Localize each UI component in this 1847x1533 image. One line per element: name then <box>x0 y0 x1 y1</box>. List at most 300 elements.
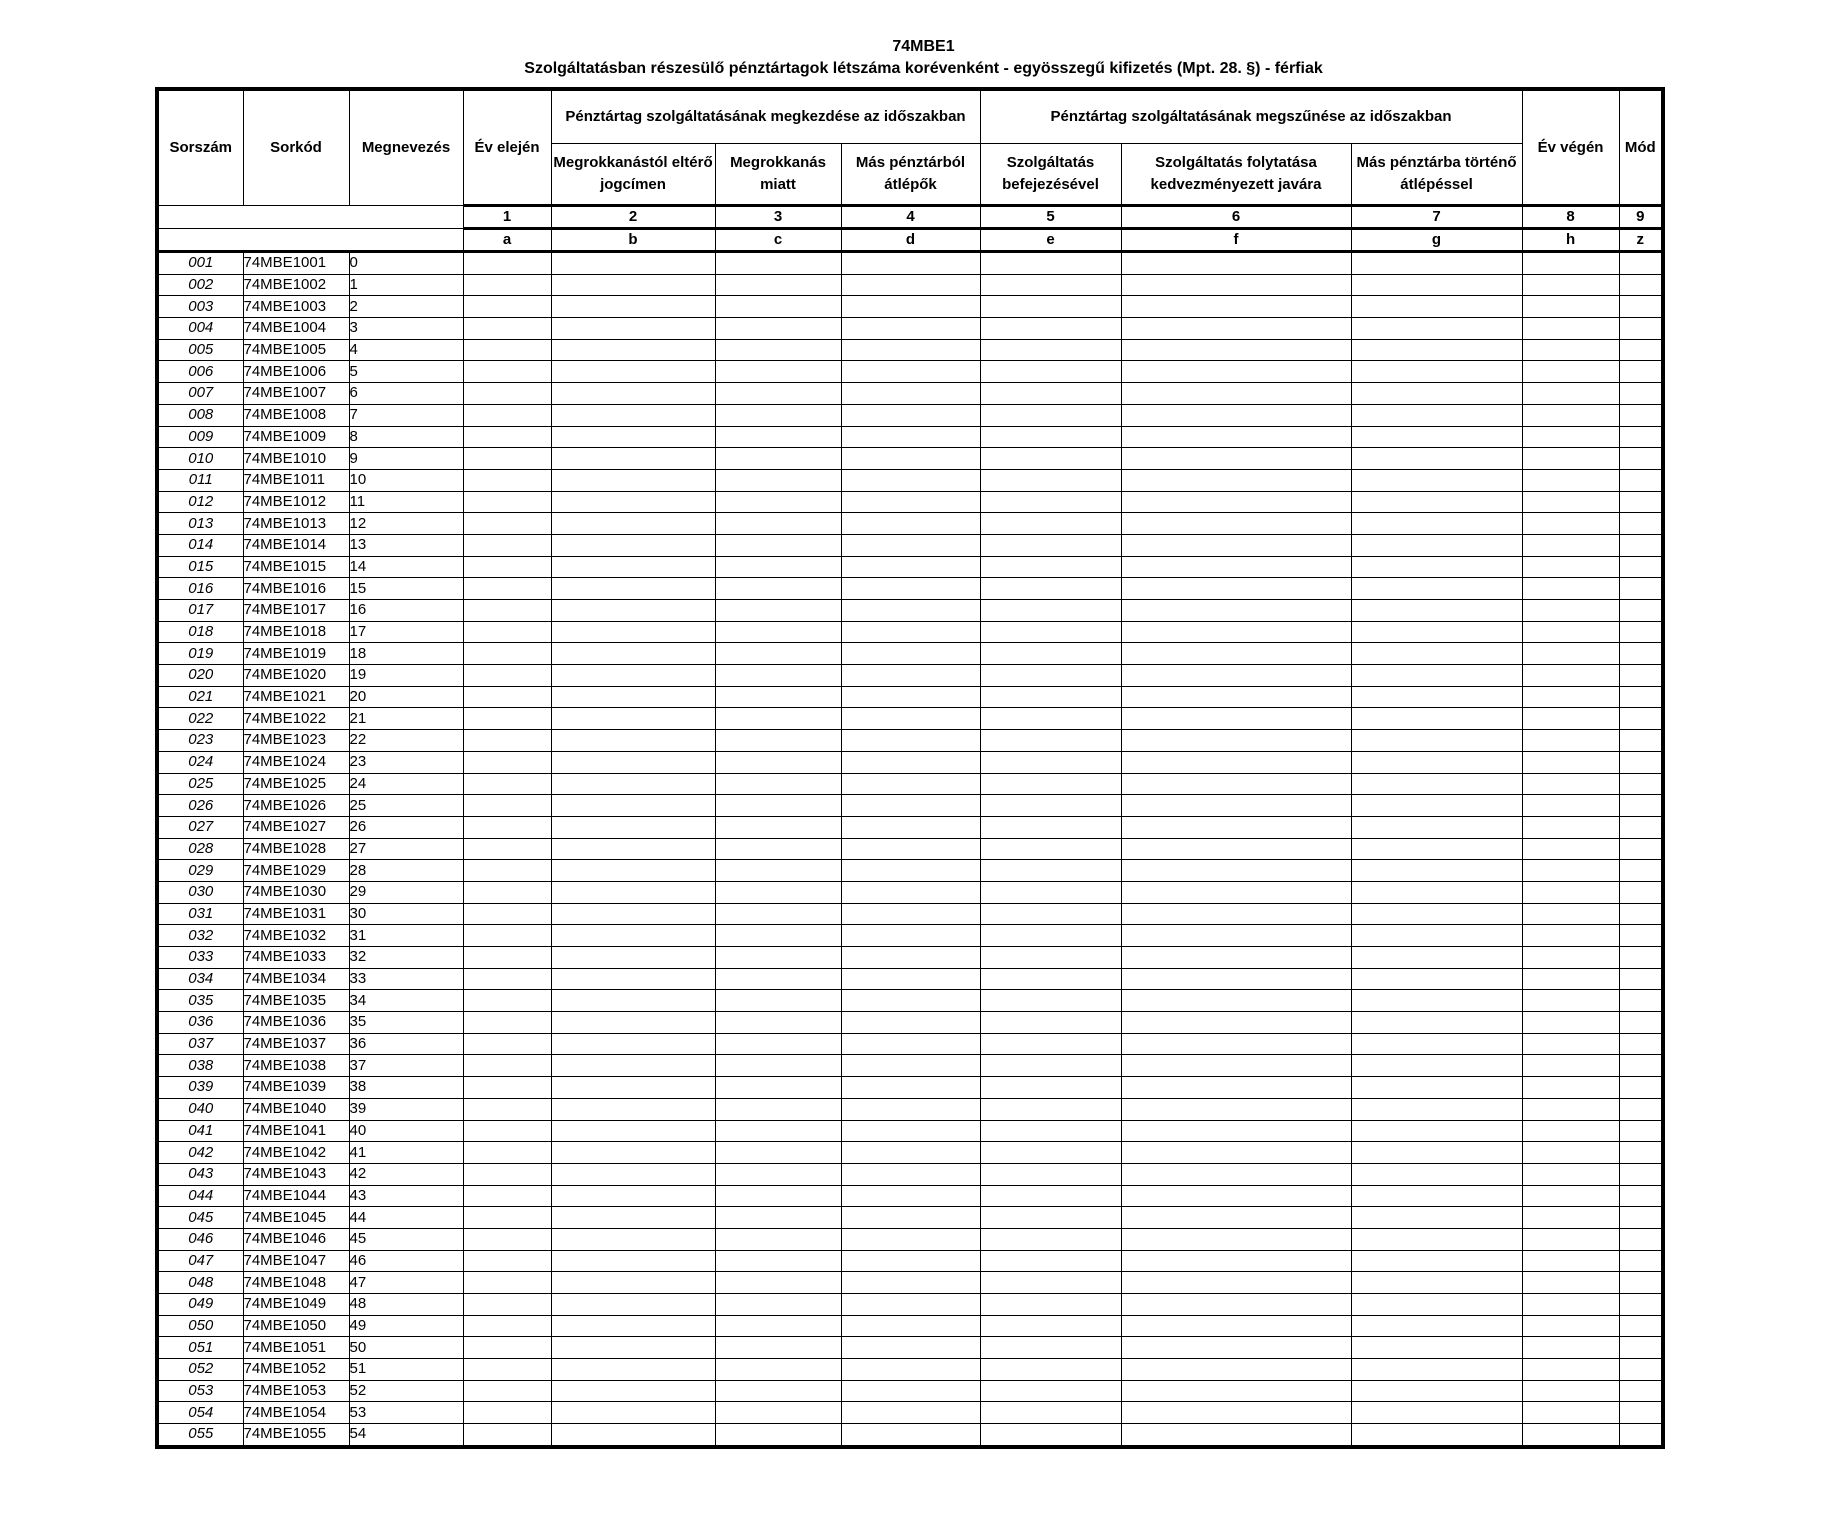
cell-b[interactable] <box>551 925 715 947</box>
cell-a[interactable] <box>463 361 551 383</box>
cell-h[interactable] <box>1522 968 1619 990</box>
cell-f[interactable] <box>1121 1163 1351 1185</box>
cell-a[interactable] <box>463 600 551 622</box>
cell-a[interactable] <box>463 925 551 947</box>
cell-d[interactable] <box>841 339 980 361</box>
cell-b[interactable] <box>551 708 715 730</box>
cell-e[interactable] <box>980 1402 1121 1424</box>
cell-d[interactable] <box>841 730 980 752</box>
cell-f[interactable] <box>1121 1294 1351 1316</box>
cell-c[interactable] <box>715 816 841 838</box>
cell-b[interactable] <box>551 816 715 838</box>
cell-c[interactable] <box>715 730 841 752</box>
cell-g[interactable] <box>1351 643 1522 665</box>
cell-b[interactable] <box>551 1098 715 1120</box>
cell-e[interactable] <box>980 1337 1121 1359</box>
cell-b[interactable] <box>551 1424 715 1447</box>
cell-g[interactable] <box>1351 1163 1522 1185</box>
cell-e[interactable] <box>980 1163 1121 1185</box>
cell-f[interactable] <box>1121 578 1351 600</box>
cell-z[interactable] <box>1619 773 1663 795</box>
cell-b[interactable] <box>551 1033 715 1055</box>
cell-z[interactable] <box>1619 1098 1663 1120</box>
cell-g[interactable] <box>1351 1424 1522 1447</box>
cell-z[interactable] <box>1619 1424 1663 1447</box>
cell-f[interactable] <box>1121 881 1351 903</box>
cell-a[interactable] <box>463 751 551 773</box>
cell-d[interactable] <box>841 643 980 665</box>
cell-h[interactable] <box>1522 816 1619 838</box>
cell-f[interactable] <box>1121 361 1351 383</box>
cell-d[interactable] <box>841 534 980 556</box>
cell-a[interactable] <box>463 643 551 665</box>
cell-g[interactable] <box>1351 1142 1522 1164</box>
cell-c[interactable] <box>715 1228 841 1250</box>
cell-z[interactable] <box>1619 881 1663 903</box>
cell-b[interactable] <box>551 1337 715 1359</box>
cell-d[interactable] <box>841 838 980 860</box>
cell-h[interactable] <box>1522 838 1619 860</box>
cell-f[interactable] <box>1121 1077 1351 1099</box>
cell-c[interactable] <box>715 990 841 1012</box>
cell-c[interactable] <box>715 578 841 600</box>
cell-f[interactable] <box>1121 708 1351 730</box>
cell-c[interactable] <box>715 947 841 969</box>
cell-d[interactable] <box>841 1033 980 1055</box>
cell-f[interactable] <box>1121 1380 1351 1402</box>
cell-d[interactable] <box>841 1315 980 1337</box>
cell-g[interactable] <box>1351 469 1522 491</box>
cell-d[interactable] <box>841 1402 980 1424</box>
cell-e[interactable] <box>980 925 1121 947</box>
cell-h[interactable] <box>1522 1142 1619 1164</box>
cell-g[interactable] <box>1351 860 1522 882</box>
cell-z[interactable] <box>1619 903 1663 925</box>
cell-d[interactable] <box>841 686 980 708</box>
cell-e[interactable] <box>980 296 1121 318</box>
cell-c[interactable] <box>715 1077 841 1099</box>
cell-f[interactable] <box>1121 838 1351 860</box>
cell-e[interactable] <box>980 339 1121 361</box>
cell-a[interactable] <box>463 860 551 882</box>
cell-f[interactable] <box>1121 1033 1351 1055</box>
cell-d[interactable] <box>841 1207 980 1229</box>
cell-a[interactable] <box>463 621 551 643</box>
cell-a[interactable] <box>463 491 551 513</box>
cell-a[interactable] <box>463 968 551 990</box>
cell-h[interactable] <box>1522 600 1619 622</box>
cell-f[interactable] <box>1121 469 1351 491</box>
cell-a[interactable] <box>463 1424 551 1447</box>
cell-b[interactable] <box>551 730 715 752</box>
cell-e[interactable] <box>980 816 1121 838</box>
cell-z[interactable] <box>1619 1012 1663 1034</box>
cell-g[interactable] <box>1351 621 1522 643</box>
cell-h[interactable] <box>1522 1120 1619 1142</box>
cell-h[interactable] <box>1522 795 1619 817</box>
cell-f[interactable] <box>1121 968 1351 990</box>
cell-a[interactable] <box>463 296 551 318</box>
cell-c[interactable] <box>715 361 841 383</box>
cell-g[interactable] <box>1351 665 1522 687</box>
cell-e[interactable] <box>980 404 1121 426</box>
cell-g[interactable] <box>1351 1185 1522 1207</box>
cell-a[interactable] <box>463 1120 551 1142</box>
cell-c[interactable] <box>715 1012 841 1034</box>
cell-b[interactable] <box>551 1055 715 1077</box>
cell-b[interactable] <box>551 1402 715 1424</box>
cell-g[interactable] <box>1351 383 1522 405</box>
cell-a[interactable] <box>463 1055 551 1077</box>
cell-b[interactable] <box>551 1077 715 1099</box>
cell-b[interactable] <box>551 469 715 491</box>
cell-g[interactable] <box>1351 1033 1522 1055</box>
cell-d[interactable] <box>841 556 980 578</box>
cell-d[interactable] <box>841 665 980 687</box>
cell-g[interactable] <box>1351 448 1522 470</box>
cell-e[interactable] <box>980 448 1121 470</box>
cell-b[interactable] <box>551 665 715 687</box>
cell-e[interactable] <box>980 621 1121 643</box>
cell-h[interactable] <box>1522 1163 1619 1185</box>
cell-d[interactable] <box>841 1142 980 1164</box>
cell-c[interactable] <box>715 881 841 903</box>
cell-z[interactable] <box>1619 621 1663 643</box>
cell-b[interactable] <box>551 881 715 903</box>
cell-e[interactable] <box>980 1142 1121 1164</box>
cell-c[interactable] <box>715 773 841 795</box>
cell-e[interactable] <box>980 795 1121 817</box>
cell-a[interactable] <box>463 1294 551 1316</box>
cell-g[interactable] <box>1351 947 1522 969</box>
cell-c[interactable] <box>715 1185 841 1207</box>
cell-h[interactable] <box>1522 361 1619 383</box>
cell-g[interactable] <box>1351 990 1522 1012</box>
cell-g[interactable] <box>1351 556 1522 578</box>
cell-e[interactable] <box>980 1228 1121 1250</box>
cell-z[interactable] <box>1619 1163 1663 1185</box>
cell-f[interactable] <box>1121 990 1351 1012</box>
cell-a[interactable] <box>463 881 551 903</box>
cell-h[interactable] <box>1522 1055 1619 1077</box>
cell-f[interactable] <box>1121 1424 1351 1447</box>
cell-d[interactable] <box>841 491 980 513</box>
cell-d[interactable] <box>841 1380 980 1402</box>
cell-e[interactable] <box>980 556 1121 578</box>
cell-d[interactable] <box>841 1359 980 1381</box>
cell-c[interactable] <box>715 383 841 405</box>
cell-g[interactable] <box>1351 1098 1522 1120</box>
cell-e[interactable] <box>980 600 1121 622</box>
cell-c[interactable] <box>715 426 841 448</box>
cell-c[interactable] <box>715 1380 841 1402</box>
cell-d[interactable] <box>841 968 980 990</box>
cell-c[interactable] <box>715 1424 841 1447</box>
cell-d[interactable] <box>841 513 980 535</box>
cell-e[interactable] <box>980 990 1121 1012</box>
cell-f[interactable] <box>1121 600 1351 622</box>
cell-c[interactable] <box>715 1055 841 1077</box>
cell-c[interactable] <box>715 1098 841 1120</box>
cell-a[interactable] <box>463 1315 551 1337</box>
cell-z[interactable] <box>1619 665 1663 687</box>
cell-f[interactable] <box>1121 296 1351 318</box>
cell-e[interactable] <box>980 491 1121 513</box>
cell-g[interactable] <box>1351 1207 1522 1229</box>
cell-e[interactable] <box>980 1424 1121 1447</box>
cell-e[interactable] <box>980 968 1121 990</box>
cell-b[interactable] <box>551 383 715 405</box>
cell-c[interactable] <box>715 1359 841 1381</box>
cell-e[interactable] <box>980 947 1121 969</box>
cell-b[interactable] <box>551 426 715 448</box>
cell-a[interactable] <box>463 1012 551 1034</box>
cell-a[interactable] <box>463 1207 551 1229</box>
cell-c[interactable] <box>715 795 841 817</box>
cell-a[interactable] <box>463 1185 551 1207</box>
cell-b[interactable] <box>551 513 715 535</box>
cell-z[interactable] <box>1619 1402 1663 1424</box>
cell-d[interactable] <box>841 751 980 773</box>
cell-e[interactable] <box>980 534 1121 556</box>
cell-z[interactable] <box>1619 795 1663 817</box>
cell-d[interactable] <box>841 903 980 925</box>
cell-h[interactable] <box>1522 1294 1619 1316</box>
cell-z[interactable] <box>1619 491 1663 513</box>
cell-b[interactable] <box>551 252 715 275</box>
cell-a[interactable] <box>463 773 551 795</box>
cell-g[interactable] <box>1351 1402 1522 1424</box>
cell-b[interactable] <box>551 318 715 340</box>
cell-h[interactable] <box>1522 643 1619 665</box>
cell-d[interactable] <box>841 600 980 622</box>
cell-h[interactable] <box>1522 252 1619 275</box>
cell-d[interactable] <box>841 361 980 383</box>
cell-e[interactable] <box>980 1185 1121 1207</box>
cell-z[interactable] <box>1619 968 1663 990</box>
cell-a[interactable] <box>463 665 551 687</box>
cell-g[interactable] <box>1351 1272 1522 1294</box>
cell-h[interactable] <box>1522 708 1619 730</box>
cell-f[interactable] <box>1121 1185 1351 1207</box>
cell-a[interactable] <box>463 1163 551 1185</box>
cell-e[interactable] <box>980 903 1121 925</box>
cell-e[interactable] <box>980 1077 1121 1099</box>
cell-a[interactable] <box>463 556 551 578</box>
cell-a[interactable] <box>463 990 551 1012</box>
cell-b[interactable] <box>551 1250 715 1272</box>
cell-g[interactable] <box>1351 686 1522 708</box>
cell-z[interactable] <box>1619 274 1663 296</box>
cell-h[interactable] <box>1522 1012 1619 1034</box>
cell-c[interactable] <box>715 751 841 773</box>
cell-f[interactable] <box>1121 556 1351 578</box>
cell-z[interactable] <box>1619 1337 1663 1359</box>
cell-z[interactable] <box>1619 686 1663 708</box>
cell-e[interactable] <box>980 1012 1121 1034</box>
cell-b[interactable] <box>551 643 715 665</box>
cell-c[interactable] <box>715 1337 841 1359</box>
cell-g[interactable] <box>1351 795 1522 817</box>
cell-h[interactable] <box>1522 947 1619 969</box>
cell-z[interactable] <box>1619 708 1663 730</box>
cell-z[interactable] <box>1619 730 1663 752</box>
cell-c[interactable] <box>715 1033 841 1055</box>
cell-g[interactable] <box>1351 1120 1522 1142</box>
cell-g[interactable] <box>1351 426 1522 448</box>
cell-z[interactable] <box>1619 296 1663 318</box>
cell-g[interactable] <box>1351 751 1522 773</box>
cell-f[interactable] <box>1121 1055 1351 1077</box>
cell-f[interactable] <box>1121 730 1351 752</box>
cell-e[interactable] <box>980 665 1121 687</box>
cell-f[interactable] <box>1121 925 1351 947</box>
cell-z[interactable] <box>1619 339 1663 361</box>
cell-z[interactable] <box>1619 990 1663 1012</box>
cell-g[interactable] <box>1351 968 1522 990</box>
cell-a[interactable] <box>463 318 551 340</box>
cell-b[interactable] <box>551 751 715 773</box>
cell-h[interactable] <box>1522 903 1619 925</box>
cell-h[interactable] <box>1522 578 1619 600</box>
cell-c[interactable] <box>715 903 841 925</box>
cell-b[interactable] <box>551 1272 715 1294</box>
cell-f[interactable] <box>1121 1337 1351 1359</box>
cell-f[interactable] <box>1121 426 1351 448</box>
cell-a[interactable] <box>463 274 551 296</box>
cell-z[interactable] <box>1619 1228 1663 1250</box>
cell-d[interactable] <box>841 1250 980 1272</box>
cell-a[interactable] <box>463 1272 551 1294</box>
cell-f[interactable] <box>1121 1098 1351 1120</box>
cell-g[interactable] <box>1351 1337 1522 1359</box>
cell-d[interactable] <box>841 795 980 817</box>
cell-d[interactable] <box>841 318 980 340</box>
cell-h[interactable] <box>1522 1380 1619 1402</box>
cell-c[interactable] <box>715 1402 841 1424</box>
cell-h[interactable] <box>1522 534 1619 556</box>
cell-f[interactable] <box>1121 252 1351 275</box>
cell-z[interactable] <box>1619 925 1663 947</box>
cell-f[interactable] <box>1121 860 1351 882</box>
cell-e[interactable] <box>980 1120 1121 1142</box>
cell-f[interactable] <box>1121 773 1351 795</box>
cell-f[interactable] <box>1121 491 1351 513</box>
cell-e[interactable] <box>980 1207 1121 1229</box>
cell-h[interactable] <box>1522 318 1619 340</box>
cell-h[interactable] <box>1522 404 1619 426</box>
cell-h[interactable] <box>1522 1077 1619 1099</box>
cell-d[interactable] <box>841 860 980 882</box>
cell-g[interactable] <box>1351 534 1522 556</box>
cell-c[interactable] <box>715 1250 841 1272</box>
cell-h[interactable] <box>1522 1424 1619 1447</box>
cell-e[interactable] <box>980 838 1121 860</box>
cell-z[interactable] <box>1619 1055 1663 1077</box>
cell-b[interactable] <box>551 491 715 513</box>
cell-z[interactable] <box>1619 860 1663 882</box>
cell-f[interactable] <box>1121 513 1351 535</box>
cell-c[interactable] <box>715 925 841 947</box>
cell-g[interactable] <box>1351 1012 1522 1034</box>
cell-c[interactable] <box>715 1207 841 1229</box>
cell-b[interactable] <box>551 903 715 925</box>
cell-c[interactable] <box>715 556 841 578</box>
cell-e[interactable] <box>980 686 1121 708</box>
cell-g[interactable] <box>1351 1359 1522 1381</box>
cell-f[interactable] <box>1121 1228 1351 1250</box>
cell-z[interactable] <box>1619 426 1663 448</box>
cell-b[interactable] <box>551 1380 715 1402</box>
cell-e[interactable] <box>980 578 1121 600</box>
cell-c[interactable] <box>715 491 841 513</box>
cell-a[interactable] <box>463 448 551 470</box>
cell-z[interactable] <box>1619 556 1663 578</box>
cell-d[interactable] <box>841 469 980 491</box>
cell-g[interactable] <box>1351 925 1522 947</box>
cell-c[interactable] <box>715 968 841 990</box>
cell-a[interactable] <box>463 339 551 361</box>
cell-f[interactable] <box>1121 383 1351 405</box>
cell-z[interactable] <box>1619 1272 1663 1294</box>
cell-b[interactable] <box>551 534 715 556</box>
cell-c[interactable] <box>715 643 841 665</box>
cell-e[interactable] <box>980 1098 1121 1120</box>
cell-h[interactable] <box>1522 274 1619 296</box>
cell-z[interactable] <box>1619 838 1663 860</box>
cell-f[interactable] <box>1121 621 1351 643</box>
cell-a[interactable] <box>463 1228 551 1250</box>
cell-c[interactable] <box>715 318 841 340</box>
cell-a[interactable] <box>463 513 551 535</box>
cell-a[interactable] <box>463 383 551 405</box>
cell-a[interactable] <box>463 816 551 838</box>
cell-d[interactable] <box>841 881 980 903</box>
cell-h[interactable] <box>1522 1315 1619 1337</box>
cell-c[interactable] <box>715 469 841 491</box>
cell-d[interactable] <box>841 1012 980 1034</box>
cell-d[interactable] <box>841 1055 980 1077</box>
cell-c[interactable] <box>715 708 841 730</box>
cell-c[interactable] <box>715 860 841 882</box>
cell-e[interactable] <box>980 773 1121 795</box>
cell-e[interactable] <box>980 1315 1121 1337</box>
cell-h[interactable] <box>1522 469 1619 491</box>
cell-b[interactable] <box>551 404 715 426</box>
cell-c[interactable] <box>715 274 841 296</box>
cell-g[interactable] <box>1351 600 1522 622</box>
cell-e[interactable] <box>980 1033 1121 1055</box>
cell-g[interactable] <box>1351 708 1522 730</box>
cell-b[interactable] <box>551 361 715 383</box>
cell-d[interactable] <box>841 1272 980 1294</box>
cell-f[interactable] <box>1121 448 1351 470</box>
cell-b[interactable] <box>551 621 715 643</box>
cell-z[interactable] <box>1619 252 1663 275</box>
cell-b[interactable] <box>551 1228 715 1250</box>
cell-a[interactable] <box>463 838 551 860</box>
cell-d[interactable] <box>841 990 980 1012</box>
cell-h[interactable] <box>1522 383 1619 405</box>
cell-z[interactable] <box>1619 1185 1663 1207</box>
cell-f[interactable] <box>1121 404 1351 426</box>
cell-a[interactable] <box>463 469 551 491</box>
cell-z[interactable] <box>1619 751 1663 773</box>
cell-b[interactable] <box>551 1359 715 1381</box>
cell-h[interactable] <box>1522 1250 1619 1272</box>
cell-d[interactable] <box>841 708 980 730</box>
cell-b[interactable] <box>551 1012 715 1034</box>
